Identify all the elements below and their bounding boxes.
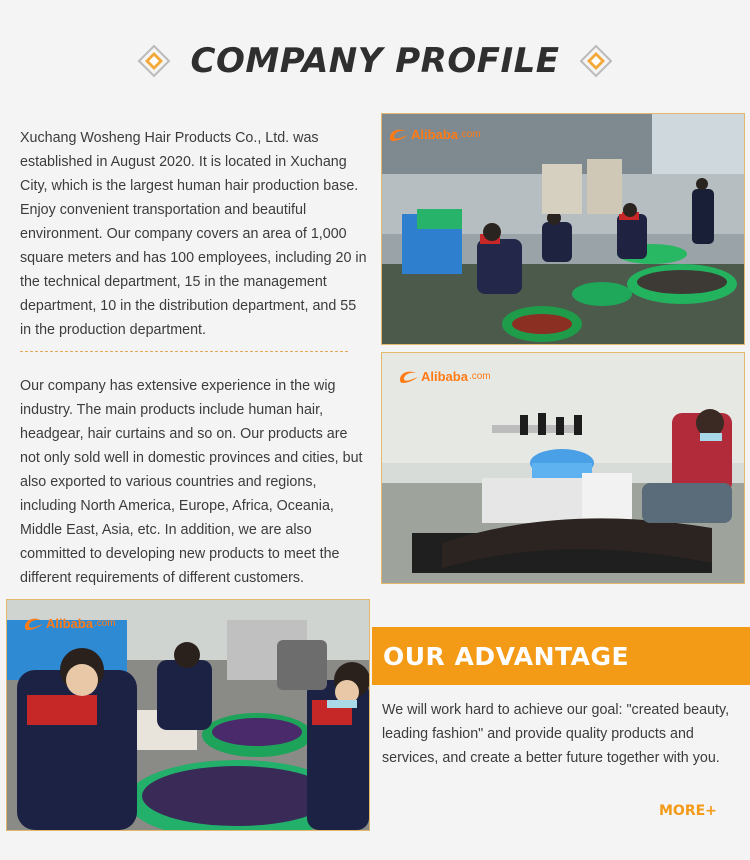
diamond-ornament-icon [579, 44, 613, 78]
more-link[interactable]: MORE+ [659, 803, 717, 819]
advantage-banner [372, 627, 750, 685]
hair-washing-photo [6, 599, 370, 831]
advantage-paragraph: We will work hard to achieve our goal: "created beauty, leading fashion" and provide quality products and services, and create a better future together with you. [382, 702, 730, 766]
alibaba-logo-icon [398, 368, 420, 384]
alibaba-watermark: Alibaba .com [23, 615, 116, 631]
alibaba-watermark: Alibaba .com [398, 368, 491, 384]
company-intro-paragraph: Xuchang Wosheng Hair Products Co., Ltd. was established in August 2020. It is located in Xuchang City, which is the largest human hair production base. Enjoy convenient transportation and beautiful environment. Our company covers an area of 1,000 square meters and has 100 employees, including 20 in the technical department, 15 in the management department, 10 in the distribution department, and 55 in the production department. [20, 130, 367, 338]
page-title: COMPANY PROFILE [190, 41, 560, 81]
alibaba-logo-icon [23, 615, 45, 631]
factory-workshop-photo [381, 113, 745, 345]
diamond-ornament-icon [137, 44, 171, 78]
section-header [0, 36, 750, 86]
alibaba-watermark: Alibaba .com [388, 126, 481, 142]
advantage-title: OUR ADVANTAGE [383, 641, 630, 671]
hair-weft-sewing-photo [381, 352, 745, 584]
dashed-divider [20, 351, 348, 352]
alibaba-logo-icon [388, 126, 410, 142]
company-products-paragraph: Our company has extensive experience in the wig industry. The main products include human hair, headgear, hair curtains and so on. Our products are not only sold well in domestic provinces and cities, but also exported to various countries and regions, including North America, Europe, Africa, Oceania, Middle East, Asia, etc. In addition, we are also committed to developing new products to meet the different requirements of different customers. [20, 378, 363, 586]
